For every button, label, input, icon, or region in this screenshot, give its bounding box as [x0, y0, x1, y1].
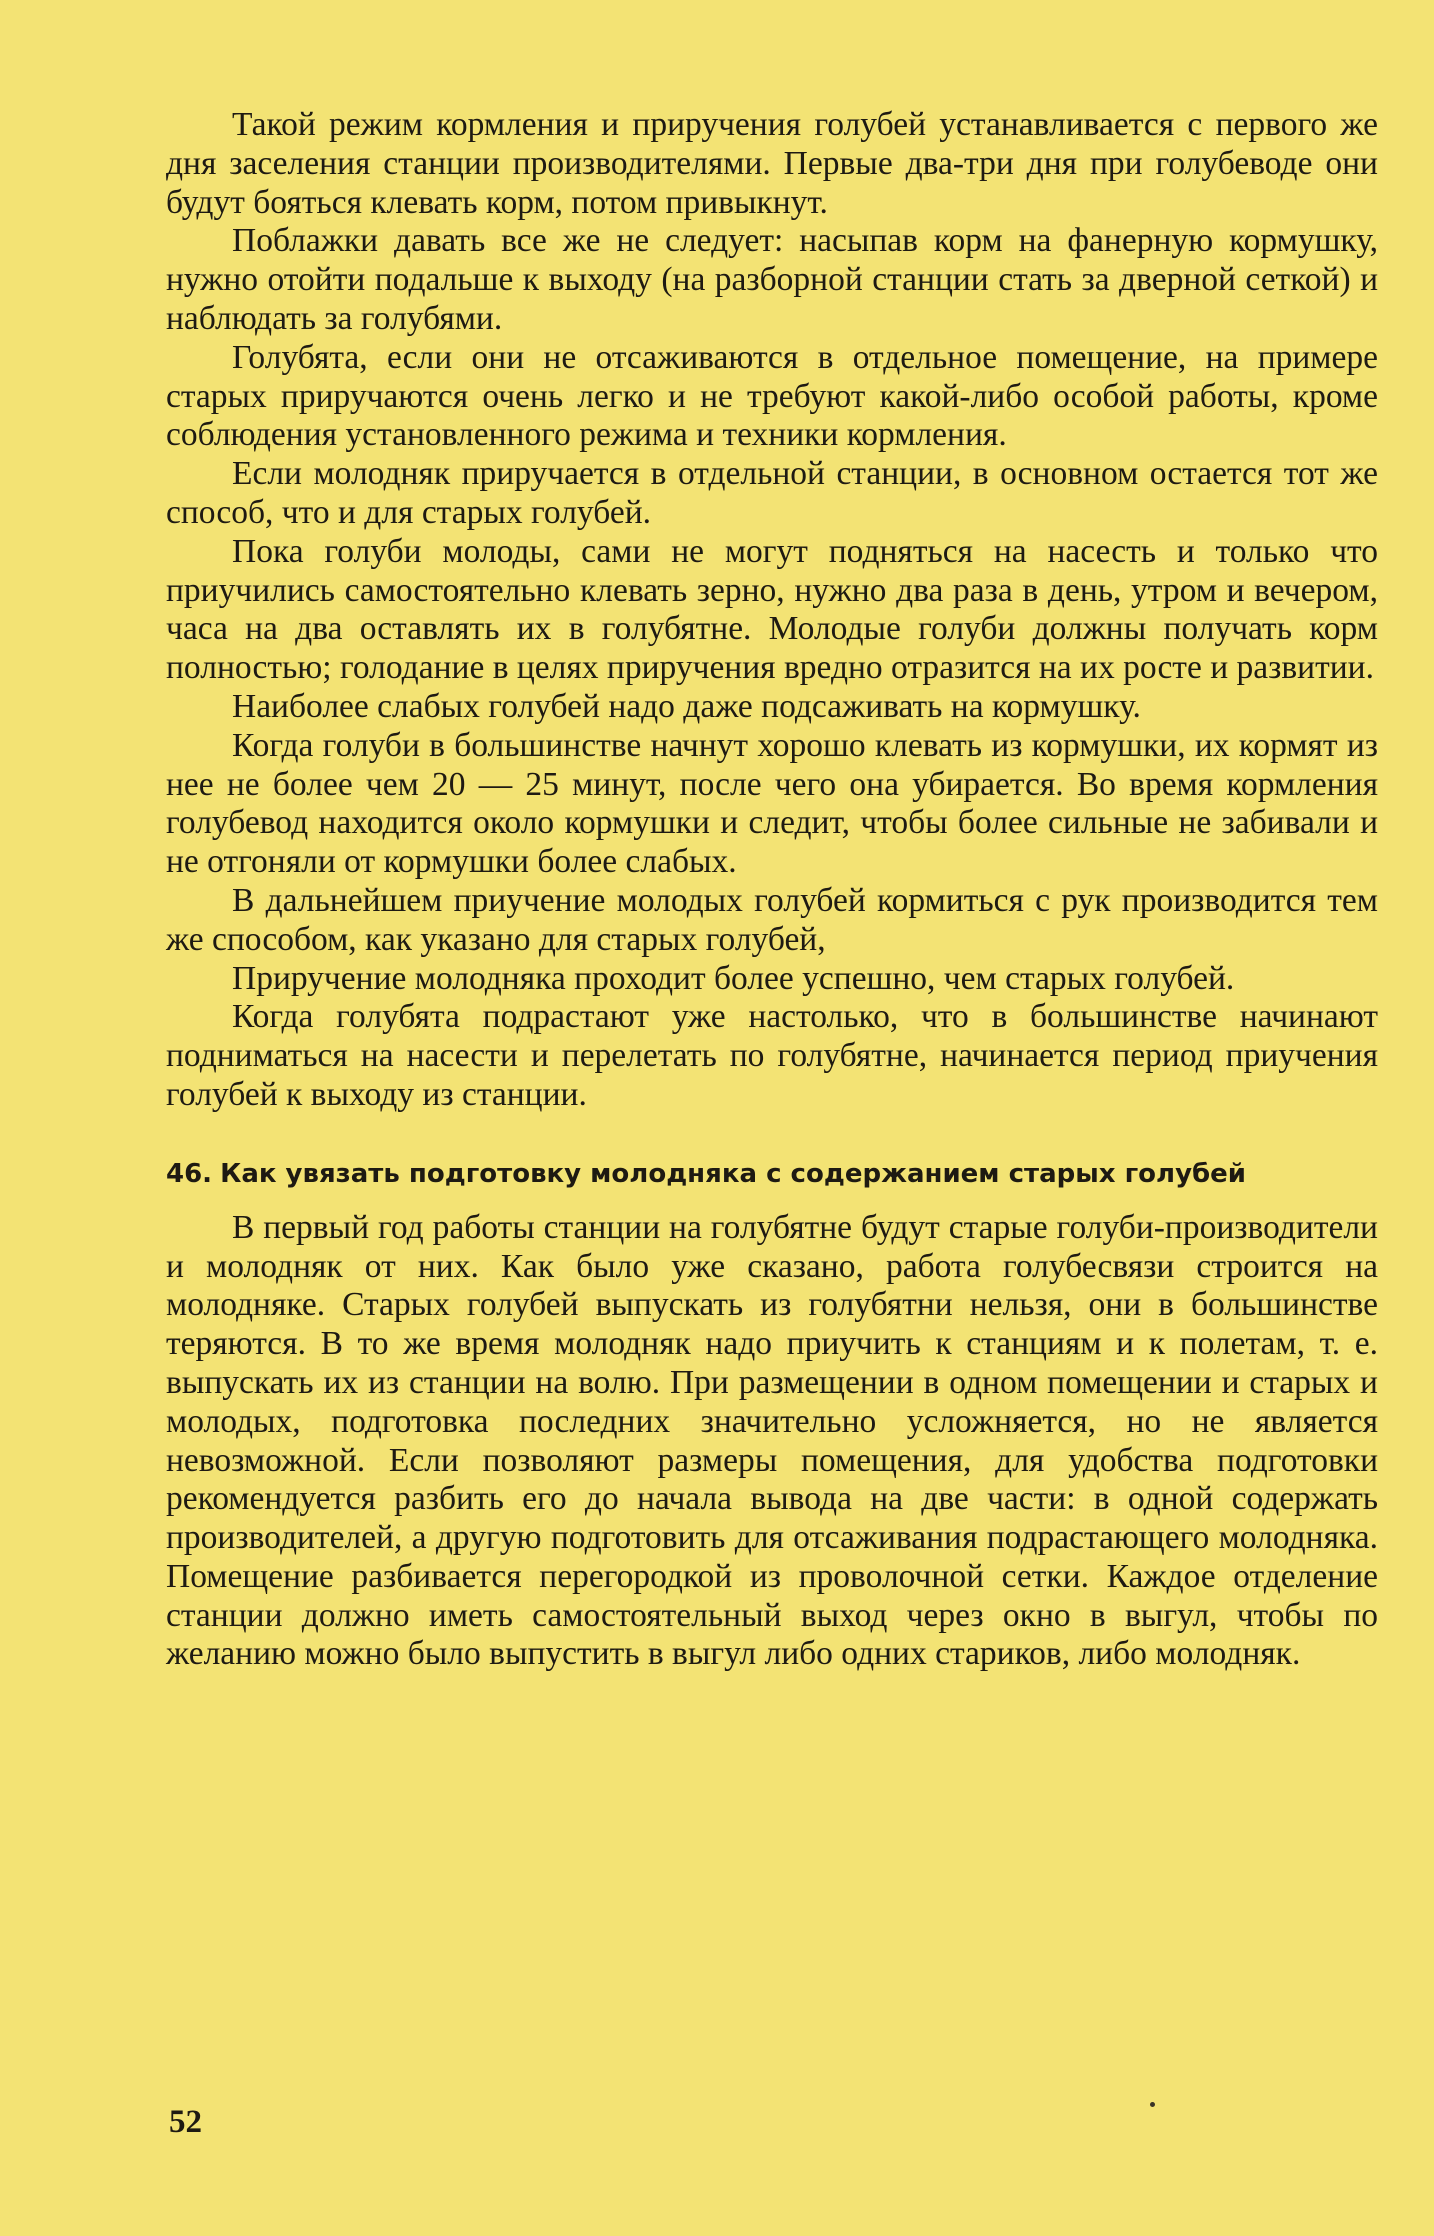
section-title: Как увязать подготовку молодняка с содержанием старых голубей	[220, 1158, 1247, 1189]
paragraph: Приручение молодняка проходит более успешно, чем старых голубей.	[232, 959, 1235, 997]
section-number: 46.	[166, 1158, 213, 1189]
paragraph: Когда голубята подрастают уже настолько, что в большинстве начинают подниматься на насести и перелетать по голубятне, начинается период приучения голубей к выходу из станции.	[166, 998, 1378, 1113]
paragraph: Такой режим кормления и приручения голубей устанавливается с первого же дня заселения станции производителями. Первые два-три дня при голубеводе они будут бояться клевать корм, потом привыкнут.	[166, 106, 1378, 221]
page-content	[166, 106, 1378, 1674]
paragraph: Пока голуби молоды, сами не могут подняться на насесть и только что приучились самостоятельно клевать зерно, нужно два раза в день, утром и вечером, часа на два оставлять их в голубятне. Молодые голуби должны получать корм полностью; голодание в целях приручения вредно отразится на их росте и развитии.	[166, 532, 1378, 687]
paragraph: В первый год работы станции на голубятне будут старые голуби-производители и молодняк от них. Как было уже сказано, работа голубесвязи строится на молодняке. Старых голубей выпускать из голубятни нельзя, они в большинстве теряются. В то же время молодняк надо приучить к станциям и к полетам, т. е. выпускать их из станции на волю. При размещении в одном помещении и старых и молодых, подготовка последних значительно усложняется, но не является невозможной. Если позволяют размеры помещения, для удобства подготовки рекомендуется разбить его до начала вывода на две части: в одной содержать производителей, а другую подготовить для отсаживания подрастающего молодняка. Помещение разбивается перегородкой из проволочной сетки. Каждое отделение станции должно иметь самостоятельный выход через окно в выгул, чтобы по желанию можно было выпустить в выгул либо одних стариков, либо молодняк.	[166, 1208, 1378, 1673]
paragraph: В дальнейшем приучение молодых голубей кормиться с рук производится тем же способом, как указано для старых голубей,	[166, 881, 1378, 958]
paragraph: Голубята, если они не отсаживаются в отдельное помещение, на примере старых приручаются очень легко и не требуют какой-либо особой работы, кроме соблюдения установленного режима и техники кормления.	[166, 338, 1378, 454]
paragraph: Если молодняк приручается в отдельной станции, в основном остается тот же способ, что и для старых голубей.	[166, 455, 1378, 531]
page-number: 52	[169, 2104, 202, 2140]
print-speck	[1150, 2102, 1155, 2107]
paragraph: Наиболее слабых голубей надо даже подсаживать на кормушку.	[232, 687, 1141, 725]
paragraph: Когда голуби в большинстве начнут хорошо клевать из кормушки, их кормят из нее не более чем 20 — 25 минут, после чего она убирается. Во время кормления голубевод находится около кормушки и следит, чтобы более сильные не забивали и не отгоняли от кормушки более слабых.	[166, 726, 1378, 881]
paragraph: Поблажки давать все же не следует: насыпав корм на фанерную кормушку, нужно отойти подальше к выходу (на разборной станции стать за дверной сеткой) и наблюдать за голубями.	[166, 222, 1378, 337]
section-heading	[166, 1159, 1378, 1189]
